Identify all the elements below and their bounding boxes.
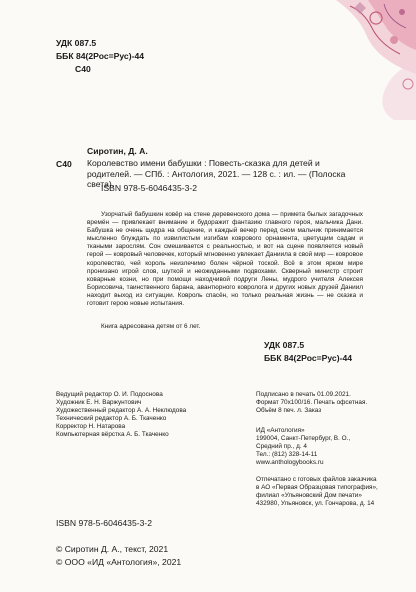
copyright-publisher: © ООО «ИД «Антология», 2021	[56, 557, 182, 567]
publisher-info	[256, 427, 406, 467]
udk-code-bottom: УДК 087.5	[264, 340, 305, 350]
publisher-name: ИД «Антология»	[256, 427, 305, 434]
bbk-code: ББК 84(2Рос=Рус)-44	[56, 51, 144, 61]
publisher-address-line: Средний пр., д. 4	[256, 443, 307, 451]
copyright-author: © Сиротин Д. А., текст, 2021	[56, 544, 169, 554]
printer-info-line: филиал «Ульяновский Дом печати»	[256, 492, 362, 500]
author-mark-top: С40	[75, 64, 91, 74]
printer-info-line: 432980, Ульяновск, ул. Гончарова, д. 14	[256, 500, 375, 508]
author-heading: Сиротин, Д. А.	[87, 146, 148, 156]
credit-artist: Художник Е. Н. Варжунтович	[56, 399, 142, 407]
publisher-address-line: 199004, Санкт-Петербург, В. О.,	[256, 435, 351, 443]
printer-info-line: Отпечатано с готовых файлов заказчика	[256, 476, 377, 483]
bbk-code-bottom: ББК 84(2Рос=Рус)-44	[264, 353, 352, 363]
copyright-block	[56, 543, 181, 569]
corner-ornament-illustration	[276, 0, 416, 120]
isbn-bottom: ISBN 978-5-6046435-3-2	[56, 518, 153, 528]
publisher-website: www.anthologybooks.ru	[256, 459, 324, 467]
print-info-line: Формат 70х100/16. Печать офсетная.	[256, 399, 368, 407]
udk-code: УДК 087.5	[56, 38, 97, 48]
credit-lead-editor: Ведущий редактор О. И. Подоснова	[56, 391, 163, 398]
isbn-line: ISBN 978-5-6046435-3-2	[101, 183, 198, 193]
author-mark: С40	[56, 159, 72, 169]
credit-art-editor: Художественный редактор А. А. Неклюдова	[56, 407, 187, 415]
print-info-line: Подписано в печать 01.09.2021.	[256, 391, 351, 398]
print-info-line: Объём 8 печ. л. Заказ	[256, 407, 322, 415]
printer-info-line: в АО «Первая Образцовая типография»,	[256, 484, 378, 492]
credit-proofreader: Корректор Н. Натарова	[56, 423, 126, 431]
bibliographic-description-text: Королевство имени бабушки : Повесть-сказка для детей и родителей. — СПб. : Антология, 2021. — 128 с. : ил. — (Полоска света).	[87, 158, 346, 190]
print-info	[256, 391, 406, 415]
publisher-phone: Тел.: (812) 328-14-11	[256, 451, 318, 459]
credit-layout: Компьютерная вёрстка А. Б. Ткаченко	[56, 431, 169, 439]
audience-note: Книга адресована детям от 6 лет.	[101, 323, 201, 330]
printer-info	[256, 476, 406, 508]
credit-tech-editor: Технический редактор А. Б. Ткаченко	[56, 415, 167, 423]
annotation-paragraph: Узорчатый бабушкин ковёр на стене деревенского дома — примета былых загадочных времён — привлекает внимание и будоражит фантазию главного героя, мальчика Дани. Бабушка не очень щедра на общение, и каждый вечер перед сном мальчик принимается мысленно блуждать по извилистым изгибам коврового орнамента, цветущим садам и ткаными зарослям. Сон смешивается с реальностью, и вот на сцене появляется новый герой — ковровый человечек, который мгновенно увлекает Даниила в свой мир — ковровое королевство, чей король неизлечимо болен чёрной тоской. Всё в этом ярком мире пронизано игрой слов, шуткой и неожиданными подвохами. Скверный министр строит коварные козни, но при помощи находчивой подруги Лены, мудрого учителя Алексея Борисовича, таинственного барана, авантюрного коврологa и других новых друзей Даниил находит выход из ситуации. Ковроль спасён, но только реальная жизнь — не сказка и готовит герою новые испытания.	[87, 211, 363, 308]
credits-list	[56, 391, 246, 440]
